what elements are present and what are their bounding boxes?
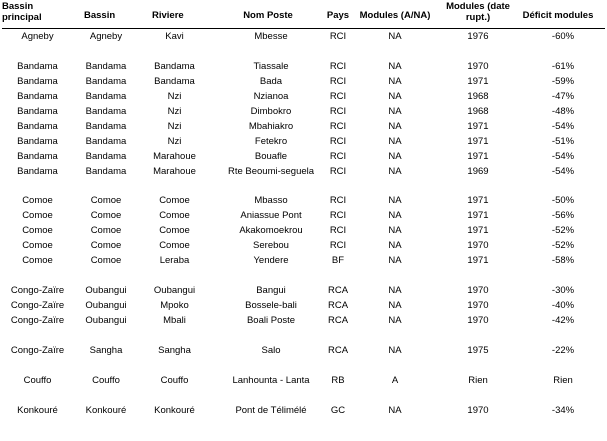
table-row (0, 253, 607, 268)
modules-cell: NA (388, 31, 402, 42)
header-modules-date: Modules (date rupt.) (446, 1, 510, 23)
modules-cell: NA (388, 150, 402, 162)
bassin-cell: Agneby (89, 31, 123, 42)
modules-cell: NA (388, 240, 402, 252)
modules-cell: NA (388, 344, 402, 356)
pays-cell: RCI (329, 60, 347, 72)
modules-date-cell: 1971 (467, 255, 489, 267)
nom-poste-cell: Rte Beoumi-seguela (227, 165, 315, 177)
deficit-cell: -30% (551, 285, 575, 297)
riviere-cell: Marahoue (153, 150, 196, 162)
modules-date-cell: 1970 (467, 300, 489, 312)
table-row (0, 59, 607, 74)
deficit-cell: -58% (551, 255, 575, 267)
bassin-principal-cell: Bandama (17, 105, 58, 117)
table-row (0, 29, 607, 44)
nom-poste-cell: Salo (261, 344, 281, 356)
bassin-cell: Oubangui (85, 315, 127, 327)
nom-poste-cell: Bangui (256, 285, 286, 297)
bassin-cell: Oubangui (85, 285, 127, 297)
riviere-cell: Mbali (163, 315, 186, 327)
nom-poste-cell: Fetekro (254, 135, 288, 147)
nom-poste-cell: Dimbokro (250, 105, 292, 117)
nom-poste-cell: Akakomoekrou (239, 225, 303, 237)
modules-cell: NA (388, 315, 402, 327)
pays-cell: RCI (329, 135, 347, 147)
pays-cell: RCA (327, 300, 349, 312)
nom-poste-cell: Bouafle (254, 150, 288, 162)
deficit-cell: -42% (551, 315, 575, 327)
modules-cell: NA (388, 225, 402, 237)
pays-cell: RCI (329, 195, 347, 207)
bassin-cell: Bandama (85, 150, 127, 162)
table-row (0, 164, 607, 179)
bassin-cell: Bandama (85, 60, 127, 72)
riviere-cell: Comoe (159, 225, 190, 237)
modules-date-cell: 1971 (467, 195, 489, 207)
spacer-row (0, 388, 607, 403)
nom-poste-cell: Lanhounta - Lanta (232, 374, 310, 386)
nom-poste-cell: Mbesse (254, 31, 288, 42)
table-row (0, 74, 607, 89)
nom-poste-cell: Nzianoa (253, 90, 289, 102)
table-row (0, 134, 607, 149)
bassin-cell: Konkouré (85, 404, 127, 416)
deficit-cell: -54% (551, 165, 575, 177)
deficit-cell: -54% (551, 120, 575, 132)
table-row (0, 193, 607, 208)
pays-cell: RCI (329, 120, 347, 132)
nom-poste-cell: Mbasso (254, 195, 288, 207)
bassin-cell: Oubangui (85, 300, 127, 312)
deficit-cell: -52% (551, 225, 575, 237)
bassin-principal-cell: Congo-Zaïre (10, 344, 65, 356)
bassin-principal-cell: Agneby (21, 31, 54, 42)
spacer-row (0, 44, 607, 59)
deficit-cell: -56% (551, 210, 575, 222)
table-row (0, 223, 607, 238)
bassin-principal-cell: Congo-Zaïre (10, 300, 65, 312)
table-row (0, 104, 607, 119)
pays-cell: BF (331, 255, 345, 267)
bassin-cell: Comoe (90, 195, 122, 207)
bassin-cell: Bandama (85, 90, 127, 102)
bassin-principal-cell: Comoe (22, 195, 53, 207)
deficit-cell: -54% (551, 150, 575, 162)
pays-cell: RCI (329, 210, 347, 222)
modules-date-cell: 1970 (467, 315, 489, 327)
nom-poste-cell: Bada (259, 75, 283, 87)
bassin-principal-cell: Comoe (22, 210, 53, 222)
pays-cell: RCA (327, 315, 349, 327)
modules-cell: NA (388, 120, 402, 132)
bassin-principal-cell: Couffo (23, 374, 52, 386)
bassin-principal-cell: Congo-Zaïre (10, 315, 65, 327)
table-row (0, 298, 607, 313)
table-row (0, 373, 607, 388)
nom-poste-cell: Serebou (253, 240, 289, 252)
bassin-cell: Couffo (92, 374, 120, 386)
deficit-cell: -52% (551, 240, 575, 252)
nom-poste-cell: Mbahiakro (248, 120, 294, 132)
pays-cell: RB (331, 374, 345, 386)
modules-date-cell: 1968 (467, 90, 489, 102)
table-row (0, 343, 607, 358)
modules-date-cell: 1971 (467, 75, 489, 87)
deficit-cell: -40% (551, 300, 575, 312)
riviere-cell: Marahoue (153, 165, 196, 177)
riviere-cell: Comoe (159, 210, 190, 222)
modules-cell: NA (388, 300, 402, 312)
pays-cell: RCI (329, 225, 347, 237)
modules-date-cell: 1971 (467, 150, 489, 162)
deficit-cell: -51% (551, 135, 575, 147)
pays-cell: RCI (329, 240, 347, 252)
modules-date-cell: 1976 (467, 31, 489, 42)
nom-poste-cell: Bossele-bali (245, 300, 297, 312)
modules-cell: NA (388, 255, 402, 267)
table-row (0, 283, 607, 298)
pays-cell: RCA (327, 344, 349, 356)
modules-date-cell: 1969 (467, 165, 489, 177)
spacer-row (0, 358, 607, 373)
bassin-cell: Comoe (90, 225, 122, 237)
modules-cell: NA (388, 75, 402, 87)
nom-poste-cell: Pont de Télimélé (235, 404, 307, 416)
pays-cell: RCI (329, 105, 347, 117)
riviere-cell: Comoe (159, 240, 190, 252)
bassin-principal-cell: Bandama (17, 75, 58, 87)
bassin-principal-cell: Bandama (17, 165, 58, 177)
bassin-principal-cell: Bandama (17, 120, 58, 132)
deficit-cell: -61% (551, 60, 575, 72)
modules-date-cell: 1971 (467, 210, 489, 222)
modules-date-cell: Rien (468, 374, 488, 386)
modules-cell: NA (388, 105, 402, 117)
riviere-cell: Leraba (159, 255, 190, 267)
riviere-cell: Bandama (154, 75, 195, 87)
spacer-row (0, 268, 607, 283)
deficit-cell: Rien (553, 374, 573, 386)
modules-cell: NA (388, 90, 402, 102)
riviere-cell: Comoe (159, 195, 190, 207)
bassin-principal-cell: Bandama (17, 90, 58, 102)
riviere-cell: Kavi (165, 31, 184, 42)
spacer-row (0, 328, 607, 343)
table-row (0, 89, 607, 104)
modules-date-cell: 1971 (467, 120, 489, 132)
deficit-cell: -22% (551, 344, 575, 356)
bassin-cell: Sangha (89, 344, 123, 356)
modules-date-cell: 1970 (467, 285, 489, 297)
modules-date-cell: 1970 (467, 60, 489, 72)
modules-cell: NA (388, 210, 402, 222)
modules-date-cell: 1968 (467, 105, 489, 117)
table-row (0, 403, 607, 418)
modules-date-cell: 1975 (467, 344, 489, 356)
header-bassin: Bassin (84, 10, 116, 21)
modules-date-cell: 1971 (467, 135, 489, 147)
header-bassin-principal: Bassin principal (2, 1, 42, 23)
bassin-principal-cell: Konkouré (17, 404, 58, 416)
header-pays: Pays (326, 10, 350, 21)
modules-cell: NA (388, 60, 402, 72)
deficit-cell: -34% (551, 404, 575, 416)
pays-cell: RCI (329, 165, 347, 177)
riviere-cell: Nzi (167, 90, 182, 102)
modules-cell: NA (388, 195, 402, 207)
bassin-cell: Bandama (85, 75, 127, 87)
bassin-cell: Bandama (85, 105, 127, 117)
table-row (0, 149, 607, 164)
riviere-cell: Mpoko (160, 300, 189, 312)
modules-cell: A (391, 374, 399, 386)
riviere-cell: Couffo (160, 374, 189, 386)
bassin-cell: Bandama (85, 165, 127, 177)
table-row (0, 313, 607, 328)
nom-poste-cell: Boali Poste (246, 315, 296, 327)
riviere-cell: Sangha (158, 344, 191, 356)
modules-date-cell: 1970 (467, 240, 489, 252)
modules-cell: NA (388, 165, 402, 177)
riviere-cell: Nzi (167, 105, 182, 117)
riviere-cell: Nzi (167, 120, 182, 132)
modules-cell: NA (388, 285, 402, 297)
deficit-cell: -50% (551, 195, 575, 207)
header-modules: Modules (A/NA) (359, 10, 431, 21)
table-row (0, 238, 607, 253)
spacer-row (0, 179, 607, 194)
riviere-cell: Konkouré (154, 404, 195, 416)
header-riviere: Riviere (152, 10, 184, 21)
deficit-cell: -59% (551, 75, 575, 87)
bassin-cell: Comoe (90, 240, 122, 252)
pays-cell: GC (330, 404, 346, 416)
pays-cell: RCI (329, 150, 347, 162)
header-nom-poste: Nom Poste (243, 10, 293, 21)
bassin-principal-cell: Bandama (17, 60, 58, 72)
header-deficit: Déficit modules (522, 10, 594, 21)
bassin-cell: Bandama (85, 120, 127, 132)
riviere-cell: Nzi (167, 135, 182, 147)
bassin-cell: Comoe (90, 210, 122, 222)
modules-cell: NA (388, 404, 402, 416)
pays-cell: RCI (329, 75, 347, 87)
bassin-principal-cell: Comoe (22, 225, 53, 237)
riviere-cell: Oubangui (153, 285, 196, 297)
modules-cell: NA (388, 135, 402, 147)
nom-poste-cell: Yendere (253, 255, 289, 267)
table-row (0, 119, 607, 134)
bassin-principal-cell: Bandama (17, 135, 58, 147)
deficit-cell: -47% (551, 90, 575, 102)
deficit-cell: -48% (551, 105, 575, 117)
bassin-principal-cell: Comoe (22, 240, 53, 252)
bassin-principal-cell: Comoe (22, 255, 53, 267)
pays-cell: RCI (329, 90, 347, 102)
nom-poste-cell: Tiassale (253, 60, 289, 72)
bassin-principal-cell: Congo-Zaïre (10, 285, 65, 297)
pays-cell: RCI (329, 31, 347, 42)
modules-date-cell: 1970 (467, 404, 489, 416)
bassin-cell: Bandama (85, 135, 127, 147)
nom-poste-cell: Aniassue Pont (240, 210, 302, 222)
bassin-cell: Comoe (90, 255, 122, 267)
modules-date-cell: 1971 (467, 225, 489, 237)
bassin-principal-cell: Bandama (17, 150, 58, 162)
pays-cell: RCA (327, 285, 349, 297)
table-row (0, 208, 607, 223)
deficit-cell: -60% (551, 31, 575, 42)
riviere-cell: Bandama (154, 60, 195, 72)
